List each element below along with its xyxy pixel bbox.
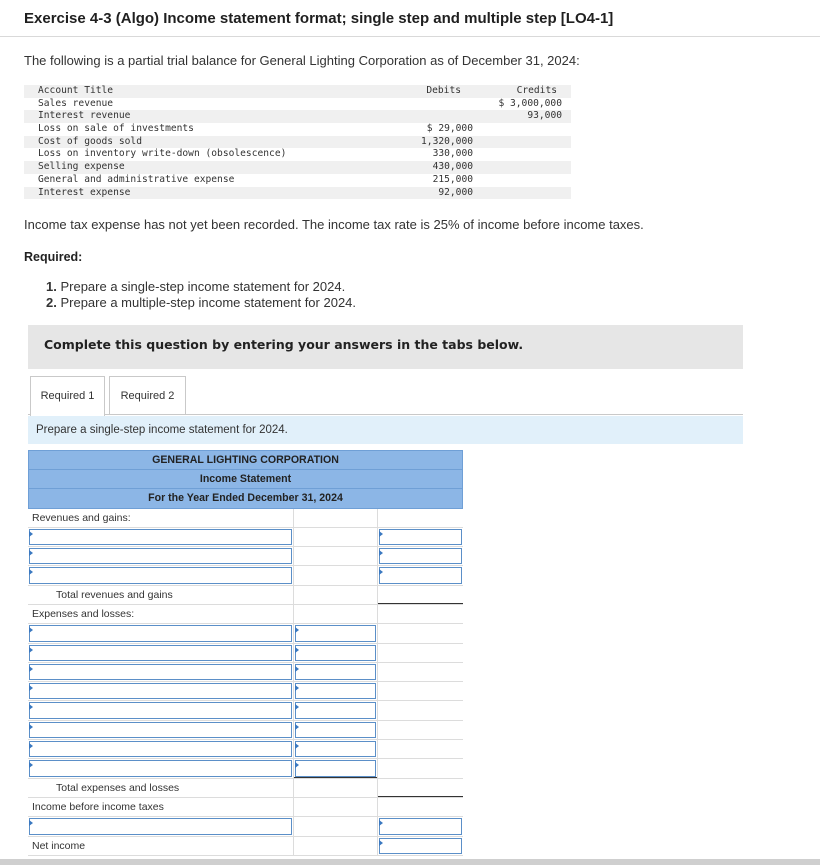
account-name: Loss on inventory write-down (obsolescence) xyxy=(38,148,287,160)
expense-amount-input[interactable] xyxy=(295,625,376,641)
tabs-divider xyxy=(28,414,743,415)
statement-name: Income Statement xyxy=(28,470,463,490)
expense-account-input[interactable] xyxy=(29,741,292,757)
account-name: Cost of goods sold xyxy=(38,135,142,147)
revenue-amount-input[interactable] xyxy=(379,567,462,583)
revenue-account-input[interactable] xyxy=(29,548,292,564)
revenue-row xyxy=(28,547,463,566)
expense-amount-input[interactable] xyxy=(295,722,376,738)
total-revenues-rule xyxy=(378,603,463,604)
required-list xyxy=(46,279,356,310)
account-name: General and administrative expense xyxy=(38,173,235,185)
debit-amount: 92,000 xyxy=(438,186,473,198)
expense-account-input[interactable] xyxy=(29,683,292,699)
account-name: Loss on sale of investments xyxy=(38,123,194,135)
scrollbar-track[interactable] xyxy=(0,859,820,865)
expense-row xyxy=(28,701,463,720)
trial-balance xyxy=(24,85,571,199)
required-item-number: 2. xyxy=(46,294,57,310)
expense-account-input[interactable] xyxy=(29,760,292,776)
revenue-row xyxy=(28,528,463,547)
exercise-title: Exercise 4-3 (Algo) Income statement format; single step and multiple step [LO4-1] xyxy=(24,10,614,27)
expense-amount-input[interactable] xyxy=(295,741,376,757)
required-item-text: Prepare a multiple-step income statement for 2024. xyxy=(60,294,357,310)
debit-amount: 215,000 xyxy=(432,173,473,185)
total-expenses-rule xyxy=(378,796,463,797)
required-heading: Required: xyxy=(24,250,83,264)
expense-subtotal-rule xyxy=(294,777,377,778)
complete-prompt-box xyxy=(28,325,743,369)
revenue-row xyxy=(28,566,463,585)
net-income-row xyxy=(28,837,463,856)
trial-balance-header xyxy=(24,85,571,98)
instruction-text: Prepare a single-step income statement for 2024. xyxy=(36,424,288,436)
exercise-intro: The following is a partial trial balance for General Lighting Corporation as of December 31, 2024: xyxy=(24,53,580,68)
account-name: Sales revenue xyxy=(38,97,114,109)
net-income-label: Net income xyxy=(32,839,86,852)
trial-balance-row xyxy=(24,174,571,187)
debits-header: Debits xyxy=(426,85,461,96)
credit-amount: $ 3,000,000 xyxy=(498,97,562,109)
expense-amount-input[interactable] xyxy=(295,645,376,661)
expenses-label: Expenses and losses: xyxy=(32,607,135,620)
instruction-bar xyxy=(28,416,743,444)
trial-balance-row xyxy=(24,187,571,200)
trial-balance-row xyxy=(24,161,571,174)
revenues-heading-row xyxy=(28,509,463,528)
expense-row xyxy=(28,663,463,682)
account-title-header: Account Title xyxy=(38,85,114,96)
tab-required-1[interactable]: Required 1 xyxy=(30,376,105,416)
debit-amount: 1,320,000 xyxy=(421,135,473,147)
total-revenues-label: Total revenues and gains xyxy=(56,588,173,601)
debit-amount: 330,000 xyxy=(432,148,473,160)
required-item xyxy=(46,295,356,311)
expense-amount-input[interactable] xyxy=(295,760,376,776)
revenue-account-input[interactable] xyxy=(29,567,292,583)
expense-amount-input[interactable] xyxy=(295,683,376,699)
required-item xyxy=(46,279,356,295)
trial-balance-row xyxy=(24,148,571,161)
income-tax-account-input[interactable] xyxy=(29,818,292,834)
expense-row xyxy=(28,682,463,701)
total-revenues-row xyxy=(28,586,463,605)
tax-note: Income tax expense has not yet been recorded. The income tax rate is 25% of income before income taxes. xyxy=(24,217,644,232)
expense-amount-input[interactable] xyxy=(295,664,376,680)
expense-account-input[interactable] xyxy=(29,645,292,661)
income-statement-form xyxy=(28,450,463,856)
revenue-amount-input[interactable] xyxy=(379,548,462,564)
income-before-tax-row xyxy=(28,798,463,817)
required-item-text: Prepare a single-step income statement for 2024. xyxy=(60,279,346,294)
total-expenses-row xyxy=(28,779,463,798)
expense-row xyxy=(28,644,463,663)
complete-prompt: Complete this question by entering your answers in the tabs below. xyxy=(44,337,524,352)
expense-amount-input[interactable] xyxy=(295,702,376,718)
account-name: Selling expense xyxy=(38,161,125,173)
revenues-label: Revenues and gains: xyxy=(32,511,131,524)
expense-account-input[interactable] xyxy=(29,625,292,641)
total-expenses-label: Total expenses and losses xyxy=(56,781,180,794)
revenue-account-input[interactable] xyxy=(29,529,292,545)
debit-amount: 430,000 xyxy=(432,161,473,173)
expense-account-input[interactable] xyxy=(29,664,292,680)
trial-balance-row xyxy=(24,136,571,149)
expense-account-input[interactable] xyxy=(29,702,292,718)
expense-account-input[interactable] xyxy=(29,722,292,738)
expenses-heading-row xyxy=(28,605,463,624)
account-name: Interest expense xyxy=(38,186,131,198)
expense-row xyxy=(28,624,463,643)
revenue-amount-input[interactable] xyxy=(379,529,462,545)
income-tax-row xyxy=(28,817,463,836)
trial-balance-row xyxy=(24,110,571,123)
expense-row xyxy=(28,721,463,740)
expense-row xyxy=(28,759,463,778)
company-name: GENERAL LIGHTING CORPORATION xyxy=(28,450,463,470)
required-item-number: 1. xyxy=(46,279,57,294)
credits-header: Credits xyxy=(516,85,557,96)
account-name: Interest revenue xyxy=(38,110,131,122)
trial-balance-row xyxy=(24,98,571,111)
credit-amount: 93,000 xyxy=(527,110,562,122)
statement-period: For the Year Ended December 31, 2024 xyxy=(28,489,463,509)
income-before-tax-label: Income before income taxes xyxy=(32,800,164,813)
net-income-amount-input[interactable] xyxy=(379,838,462,854)
tab-required-2[interactable]: Required 2 xyxy=(109,376,186,415)
title-divider xyxy=(0,36,820,37)
expense-row xyxy=(28,740,463,759)
debit-amount: $ 29,000 xyxy=(426,123,473,135)
trial-balance-row xyxy=(24,123,571,136)
income-tax-amount-input[interactable] xyxy=(379,818,462,834)
